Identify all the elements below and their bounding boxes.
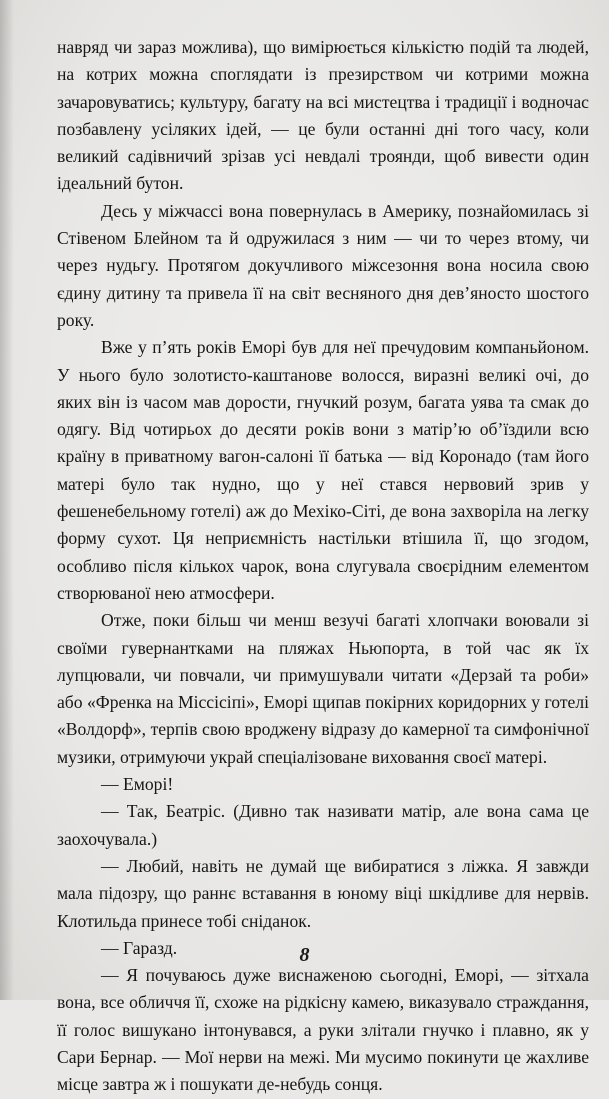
paragraph: Вже у п’ять років Еморі був для неї пречудовим компаньйоном. У нього було золотисто-каштанове волосся, виразні великі очі, до яких він із часом мав дорости, гнучкий розум, багата уява та смак до одягу. Від чотирьох до десяти років вони з матір’ю об’їздили всю країну в приватному вагон-салоні її батька — від Коронадо (там його матері було так нудно, що у неї стався нервовий зрив у фешенебельному готелі) аж до Мехіко-Сіті, де вона захворіла на легку форму сухот. Ця неприємність настільки втішила її, що згодом, особливо після кількох чарок, вона слугувала своєрідним елементом створюваної нею атмосфери.	[57, 337, 589, 603]
page-number: 8	[299, 944, 310, 966]
spine-shadow	[0, 0, 14, 1000]
body-text	[57, 34, 589, 1099]
dialogue-line: — Гаразд.	[101, 937, 178, 958]
paragraph: Десь у міжчассі вона повернулась в Америку, познайомилась зі Стівеном Блейном та й одружилася з ним — чи то через втому, чи через нудьгу. Протягом докучливого міжсезоння вона носила свою єдину дитину та привела її на світ весняного дня дев’яносто шостого року.	[57, 200, 589, 330]
paragraph: Отже, поки більш чи менш везучі багаті хлопчаки воювали зі своїми гувернантками на пляжах Ньюпорта, в той час як їх лупцювали, чи повчали, чи примушували читати «Дерзай та роби» або «Френка на Міссісіпі», Еморі щипав покірних коридорних у готелі «Волдорф», терпів свою вроджену відразу до камерної та симфонічної музики, отримуючи украй спеціалізоване виховання своєї матері.	[57, 610, 589, 767]
dialogue-line: — Еморі!	[101, 774, 174, 795]
dialogue-line: — Так, Беатріс. (Дивно так називати матір, але вона сама це заохочувала.)	[57, 801, 589, 849]
paragraph-continuation: навряд чи зараз можлива), що вимірюється кількістю подій та людей, на котрих можна споглядати із презирством чи котрими можна зачаровуватись; культуру, багату на всі мистецтва і традиції і водночас позбавлену усіляких ідей, — це були останні дні того часу, коли великий садівничий зрізав усі невдалі троянди, щоб вивести один ідеальний бутон.	[57, 37, 589, 194]
dialogue-line: — Я почуваюсь дуже виснаженою сьогодні, Еморі, — зітхала вона, все обличчя її, схоже на рідкісну камею, виказувало страждання, її голос вишукано інтонувався, а руки злітали гнучко і плавно, як у Сари Бернар. — Мої нерви на межі. Ми мусимо покинути це жахливе місце завтра ж і пошукати де-небудь сонця.	[57, 965, 589, 1095]
dialogue-line: — Любий, навіть не думай ще вибиратися з ліжка. Я завжди мала підозру, що раннє вставання в юному віці шкідливе для нервів. Клотильда принесе тобі сніданок.	[57, 855, 589, 931]
